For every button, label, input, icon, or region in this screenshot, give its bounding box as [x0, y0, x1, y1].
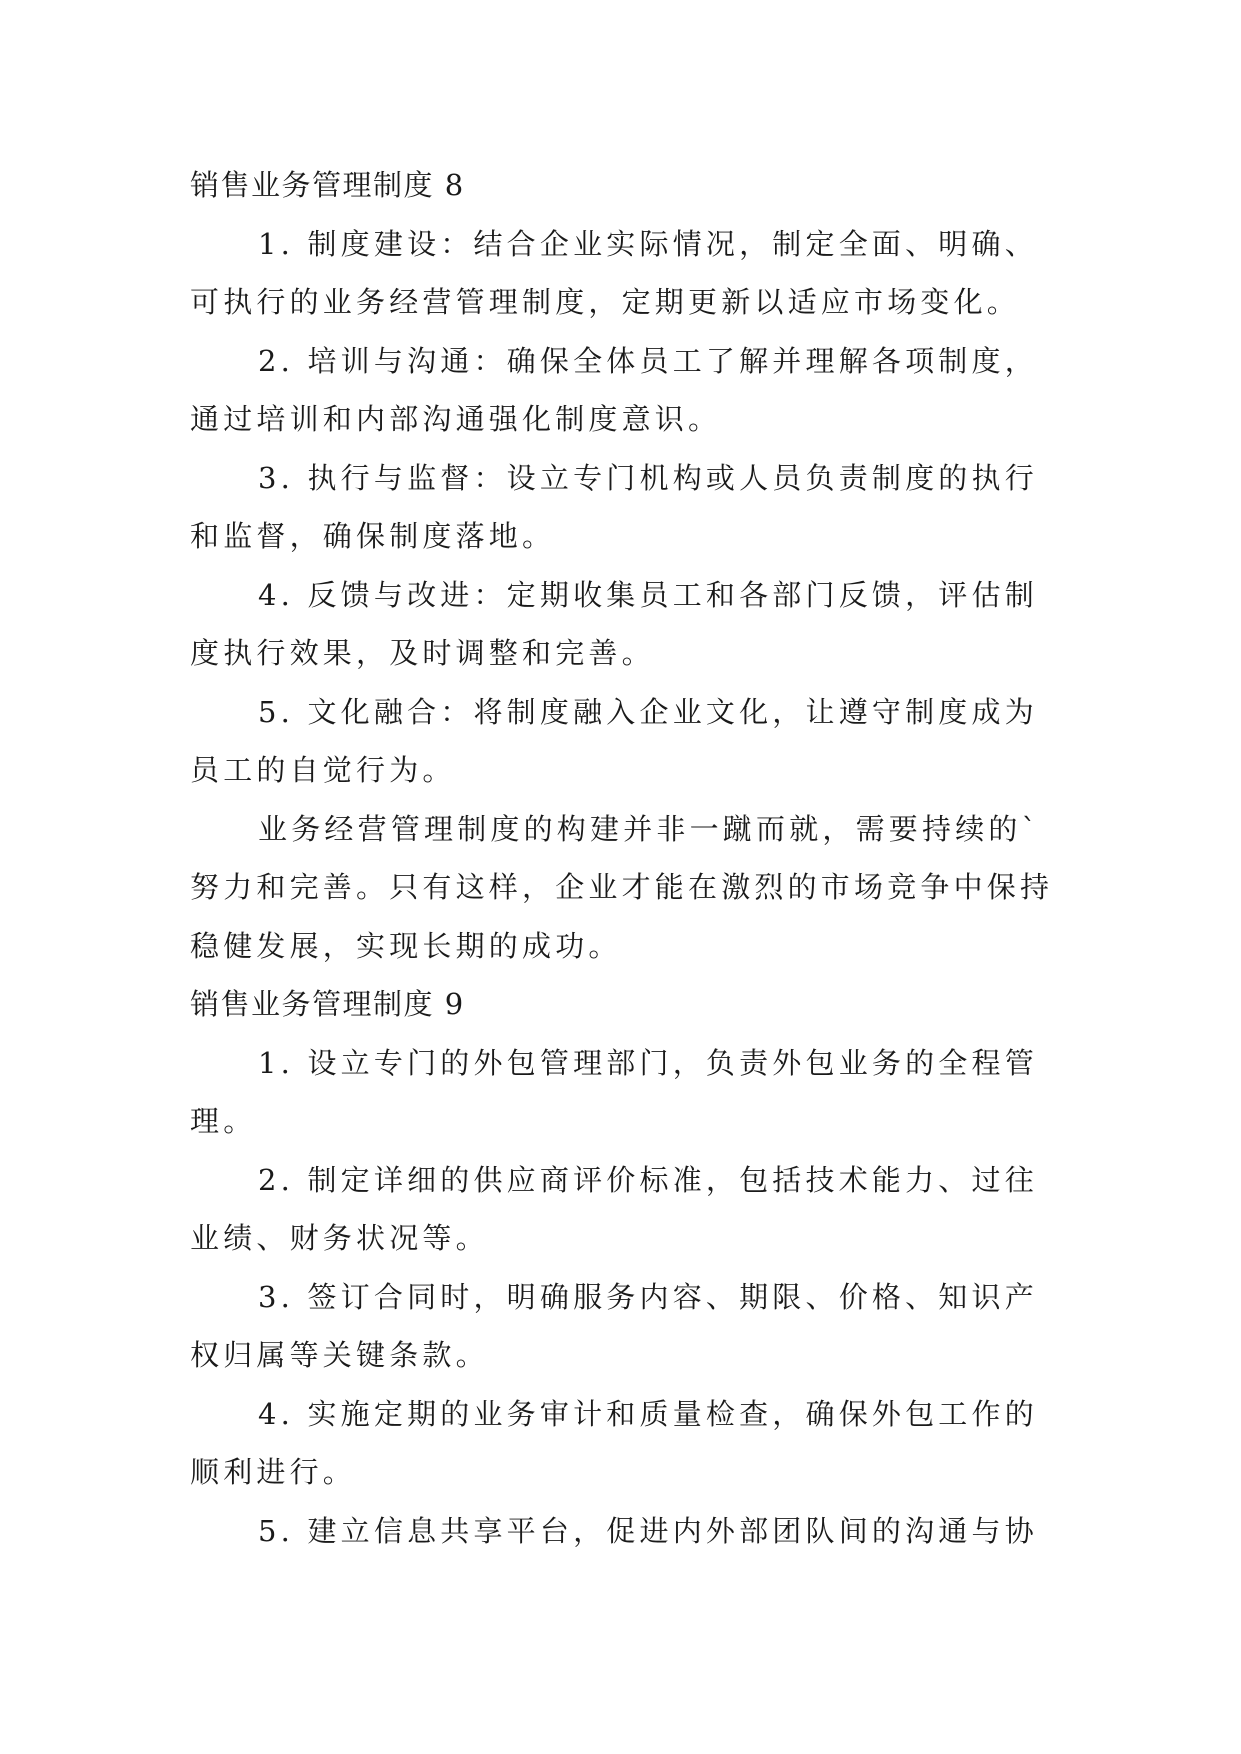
section-2-item-4-line-1: 4. 实施定期的业务审计和质量检查，确保外包工作的 [258, 1396, 1038, 1431]
section-1-item-2-line-2: 通过培训和内部沟通强化制度意识。 [190, 402, 722, 436]
section-1-conclusion-line-2: 努力和完善。只有这样，企业才能在激烈的市场竞争中保持 [190, 870, 1054, 904]
section-1-conclusion-line-3: 稳健发展，实现长期的成功。 [190, 928, 622, 963]
section-2-item-2-line-1: 2. 制定详细的供应商评价标准，包括技术能力、过往 [258, 1162, 1038, 1197]
section-1-item-4-line-1: 4. 反馈与改进：定期收集员工和各部门反馈，评估制 [258, 577, 1038, 612]
section-1-item-5-line-2: 员工的自觉行为。 [190, 753, 456, 787]
section-2-item-3-line-1: 3. 签订合同时，明确服务内容、期限、价格、知识产 [258, 1279, 1038, 1314]
section-1-item-1-line-2: 可执行的业务经营管理制度，定期更新以适应市场变化。 [190, 285, 1021, 319]
section-2-item-5-line-1: 5. 建立信息共享平台，促进内外部团队间的沟通与协 [258, 1513, 1038, 1548]
section-2-item-4-line-2: 顺利进行。 [190, 1455, 357, 1489]
section-1-conclusion-line-1: 业务经营管理制度的构建并非一蹴而就，需要持续的` [258, 811, 1041, 846]
section-2-title: 销售业务管理制度 9 [190, 987, 465, 1021]
section-2-item-1-line-2: 理。 [190, 1104, 257, 1138]
section-2-item-1-line-1: 1. 设立专门的外包管理部门，负责外包业务的全程管 [258, 1045, 1038, 1080]
section-1-item-3-line-1: 3. 执行与监督：设立专门机构或人员负责制度的执行 [258, 460, 1038, 495]
section-1-item-5-line-1: 5. 文化融合：将制度融入企业文化，让遵守制度成为 [258, 694, 1038, 729]
section-1-title: 销售业务管理制度 8 [190, 168, 465, 202]
section-1-item-1-line-1: 1. 制度建设：结合企业实际情况，制定全面、明确、 [258, 226, 1038, 261]
section-1-item-2-line-1: 2. 培训与沟通：确保全体员工了解并理解各项制度， [258, 343, 1038, 378]
section-1-item-3-line-2: 和监督，确保制度落地。 [190, 519, 556, 553]
section-2-item-2-line-2: 业绩、财务状况等。 [190, 1221, 489, 1255]
section-2-item-3-line-2: 权归属等关键条款。 [190, 1338, 489, 1372]
section-1-item-4-line-2: 度执行效果，及时调整和完善。 [190, 636, 655, 670]
